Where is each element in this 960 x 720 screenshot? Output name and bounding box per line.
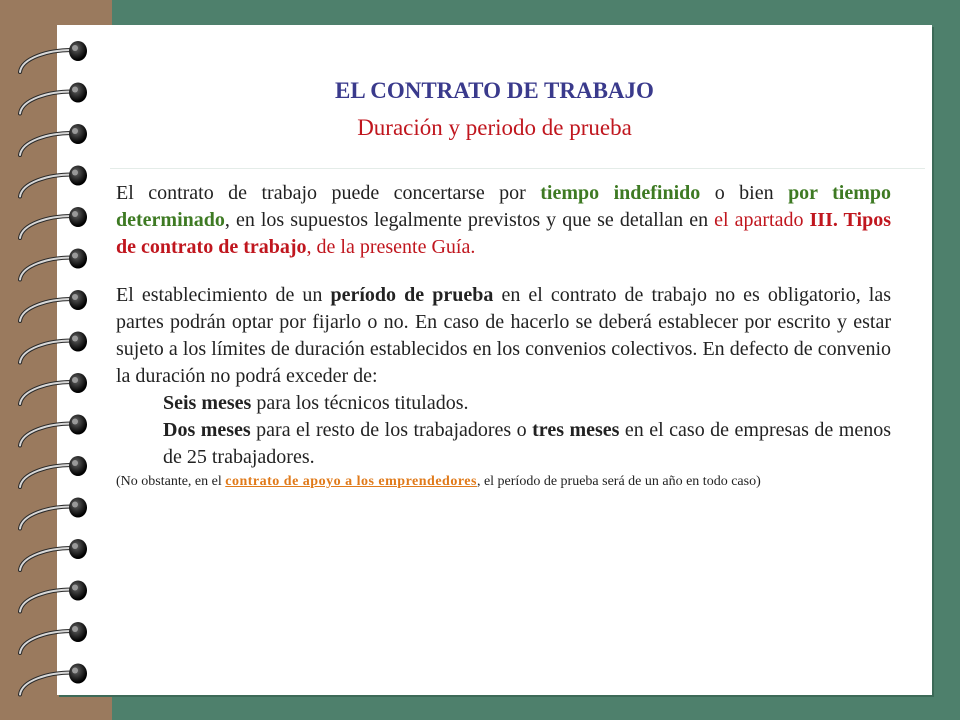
spiral-ring — [20, 332, 87, 363]
list-item: Seis meses para los técnicos titulados. — [163, 392, 469, 414]
spiral-ring — [20, 290, 87, 321]
term-indefinite: tiempo indefinido — [540, 182, 701, 204]
main-content — [116, 180, 891, 492]
spiral-ring — [20, 456, 87, 487]
spiral-ring — [20, 415, 87, 446]
paragraph-contract-duration: El contrato de trabajo puede concertarse por tiempo indefinido o bien por tiempo determinado, en los supuestos legalmente previstos y que se detallan en el apartado III. Tipos de contrato de trabajo, de la presente Guía. — [116, 182, 892, 258]
spiral-ring — [20, 373, 87, 404]
spiral-ring — [20, 622, 87, 653]
footnote: (No obstante, en el contrato de apoyo a los emprendedores, el período de prueba será de un año en todo caso) — [116, 474, 761, 489]
paragraph-trial-period: El establecimiento de un período de prueba en el contrato de trabajo no es obligatorio, las partes podrán optar por fijarlo o no. En caso de hacerlo se deberá establecer por escrito y estar sujeto a los límites de duración establecidos en los convenios colectivos. En defecto de convenio la duración no podrá exceder de: — [116, 284, 891, 387]
spiral-binding — [0, 0, 120, 720]
term-trial-period: período de prueba — [330, 284, 494, 306]
spiral-ring — [20, 498, 87, 529]
spiral-ring — [20, 166, 87, 197]
spiral-ring — [20, 41, 87, 72]
page-title: EL CONTRATO DE TRABAJO — [335, 78, 654, 103]
term-determined: por tiempo determinado — [116, 182, 892, 231]
spiral-ring — [20, 539, 87, 570]
spiral-ring — [20, 581, 87, 612]
spiral-ring — [20, 249, 87, 280]
emprendedores-link[interactable]: contrato de apoyo a los emprendedores — [225, 474, 477, 489]
divider — [110, 168, 925, 169]
section-reference: III. Tipos de contrato de trabajo — [116, 209, 891, 258]
spiral-ring — [20, 207, 87, 238]
spiral-ring — [20, 664, 87, 695]
page-subtitle: Duración y periodo de prueba — [357, 115, 632, 140]
list-item: Dos meses para el resto de los trabajadores o tres meses en el caso de empresas de menos de 25 trabajadores. — [163, 419, 891, 468]
